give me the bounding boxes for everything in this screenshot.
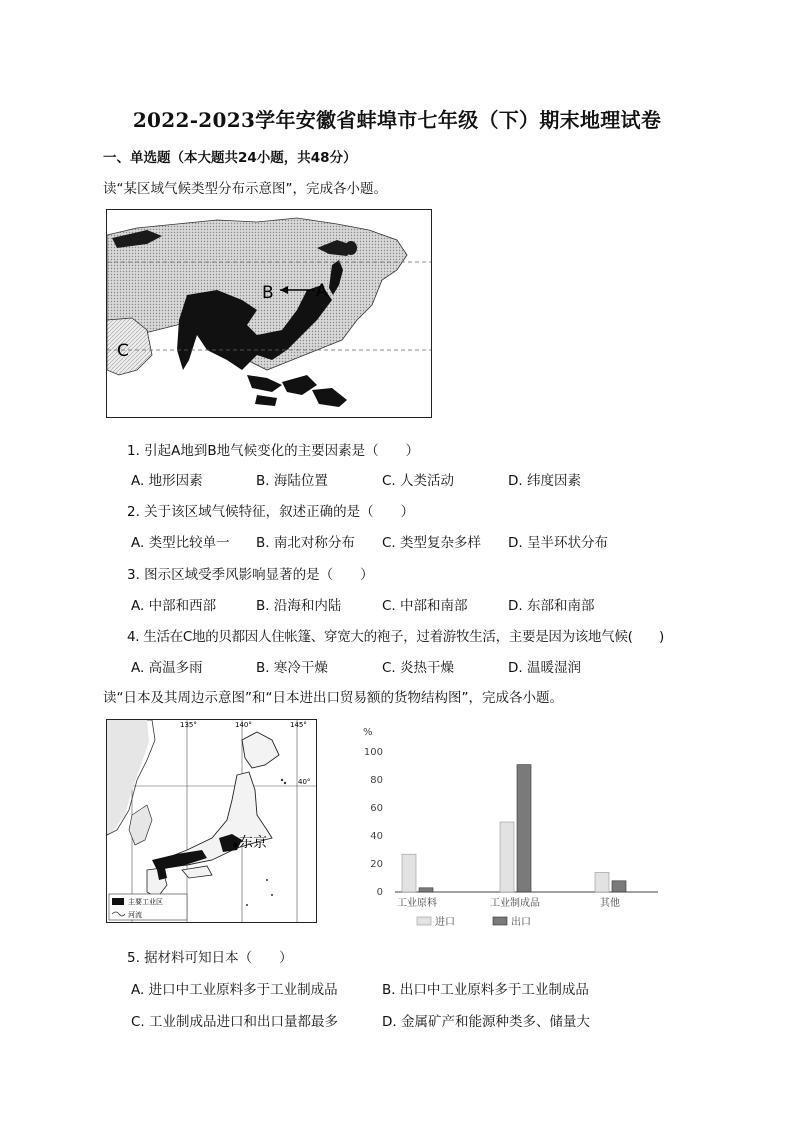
lon-label-145: 145°	[290, 721, 307, 729]
legend-label: 出口	[511, 917, 531, 928]
section-heading: 一、单选题（本大题共24小题，共48分）	[103, 150, 357, 166]
y-tick-label: 80	[370, 775, 383, 786]
lon-label-140: 140°	[235, 721, 252, 729]
legend-label: 进口	[435, 917, 455, 928]
question-4-option-c[interactable]: C. 炎热干燥	[382, 660, 455, 676]
question-4-option-b[interactable]: B. 寒冷干燥	[256, 660, 328, 676]
legend-swatch	[493, 917, 507, 925]
question-5-option-d[interactable]: D. 金属矿产和能源种类多、储量大	[382, 1014, 590, 1030]
question-1-option-b[interactable]: B. 海陆位置	[256, 473, 328, 489]
question-3-option-a[interactable]: A. 中部和西部	[131, 598, 217, 614]
question-4-stem: 4. 生活在C地的贝都因人住帐篷、穿宽大的袍子，过着游牧生活，主要是因为该地气候( )	[127, 629, 664, 645]
bar-export	[517, 765, 531, 892]
y-tick-label: 40	[370, 831, 383, 842]
bar-export	[419, 888, 433, 892]
city-label-tokyo: 东京	[239, 835, 267, 851]
y-tick-label: 0	[376, 887, 383, 898]
question-1-option-c[interactable]: C. 人类活动	[382, 473, 455, 489]
question-3-option-b[interactable]: B. 沿海和内陆	[256, 598, 342, 614]
question-3-stem: 3. 图示区域受季风影响显著的是（ ）	[127, 567, 374, 583]
bar-export	[612, 881, 626, 892]
legend-industry-label: 主要工业区	[128, 898, 163, 906]
page-title: 2022-2023学年安徽省蚌埠市七年级（下）期末地理试卷	[132, 108, 662, 132]
japan-map	[106, 719, 317, 923]
lat-label-40: 40°	[298, 778, 311, 786]
category-label: 工业原料	[397, 898, 437, 909]
japan-map-drawing	[107, 720, 316, 922]
question-1-option-d[interactable]: D. 纬度因素	[508, 473, 581, 489]
question-2-option-c[interactable]: C. 类型复杂多样	[382, 535, 482, 551]
climate-map	[106, 209, 432, 418]
question-intro-2: 读“日本及其周边示意图”和“日本进出口贸易额的货物结构图”，完成各小题。	[103, 690, 563, 706]
question-5-option-a[interactable]: A. 进口中工业原料多于工业制成品	[131, 982, 338, 998]
question-2-option-b[interactable]: B. 南北对称分布	[256, 535, 355, 551]
y-tick-label: 60	[370, 803, 383, 814]
category-label: 工业制成品	[490, 898, 540, 909]
trade-chart-svg	[355, 719, 665, 934]
legend-swatch	[417, 917, 431, 925]
question-1-option-a[interactable]: A. 地形因素	[131, 473, 203, 489]
y-tick-label: 20	[370, 859, 383, 870]
y-tick-label: 100	[363, 747, 383, 758]
question-intro-1: 读“某区域气候类型分布示意图”，完成各小题。	[103, 181, 387, 197]
bar-import	[595, 872, 609, 892]
climate-map-drawing	[107, 210, 431, 417]
question-5-option-b[interactable]: B. 出口中工业原料多于工业制成品	[382, 982, 589, 998]
question-4-option-d[interactable]: D. 温暖湿润	[508, 660, 581, 676]
question-3-option-c[interactable]: C. 中部和南部	[382, 598, 468, 614]
question-5-stem: 5. 据材料可知日本（ ）	[127, 950, 293, 966]
legend-river-label: 河流	[128, 911, 142, 919]
question-5-option-c[interactable]: C. 工业制成品进口和出口量都最多	[131, 1014, 339, 1030]
question-2-stem: 2. 关于该区域气候特征，叙述正确的是（ ）	[127, 504, 415, 520]
map-label-c: C	[117, 341, 129, 361]
question-3-option-d[interactable]: D. 东部和南部	[508, 598, 595, 614]
trade-chart	[355, 719, 665, 934]
map-label-b: B	[262, 283, 274, 303]
map-label-a: A	[316, 281, 328, 301]
bar-import	[402, 854, 416, 892]
lon-label-135: 135°	[180, 721, 197, 729]
chart-ylabel: %	[363, 727, 373, 738]
question-2-option-d[interactable]: D. 呈半环状分布	[508, 535, 608, 551]
bar-import	[500, 822, 514, 892]
question-4-option-a[interactable]: A. 高温多雨	[131, 660, 203, 676]
question-2-option-a[interactable]: A. 类型比较单一	[131, 535, 230, 551]
category-label: 其他	[600, 898, 620, 909]
question-1-stem: 1. 引起A地到B地气候变化的主要因素是（ ）	[127, 443, 420, 459]
